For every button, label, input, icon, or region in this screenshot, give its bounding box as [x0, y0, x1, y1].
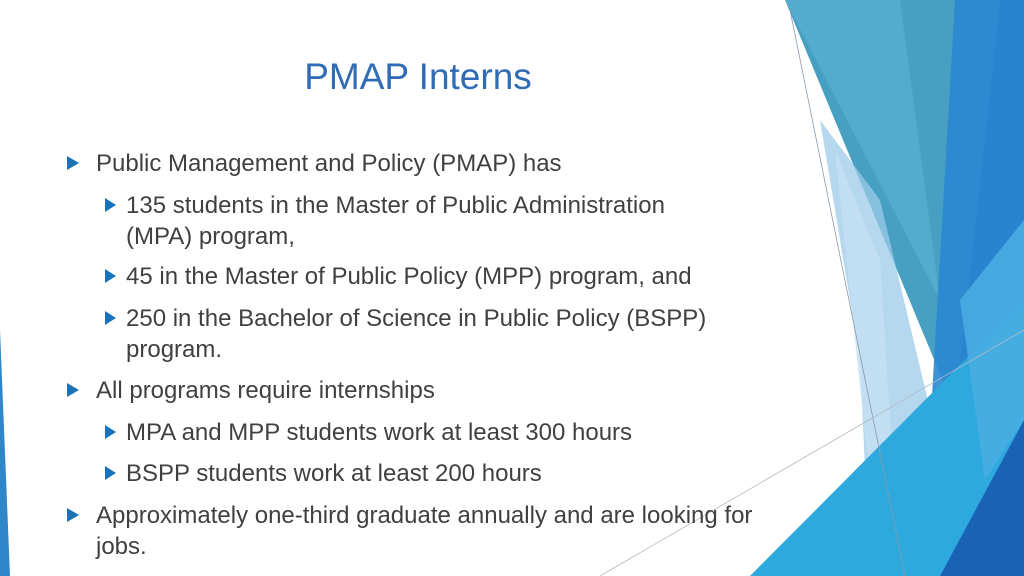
sub-bullet-item: [105, 261, 765, 292]
triangle-right-icon: [105, 466, 116, 480]
sub-bullet-item: [105, 417, 765, 448]
bullet-text: BSPP students work at least 200 hours: [126, 460, 542, 487]
bullet-text: Public Management and Policy (PMAP) has: [96, 150, 562, 177]
deco-shape-left-sliver: [0, 330, 10, 576]
bullet-item: [67, 375, 767, 406]
bullet-text: MPA and MPP students work at least 300 hours: [126, 419, 633, 446]
triangle-right-icon: [105, 425, 116, 439]
bullet-text: Approximately one-third graduate annually and are looking for jobs.: [96, 502, 753, 560]
triangle-right-icon: [105, 311, 116, 325]
slide-title: PMAP Interns: [304, 56, 532, 97]
triangle-right-icon: [105, 198, 116, 212]
bullet-item: [67, 148, 767, 179]
sub-bullet-item: [105, 458, 765, 489]
bullet-text: 45 in the Master of Public Policy (MPP) program, and: [126, 263, 692, 290]
triangle-right-icon: [105, 269, 116, 283]
triangle-right-icon: [67, 508, 79, 522]
bullet-text: 250 in the Bachelor of Science in Public Policy (BSPP) program.: [126, 305, 707, 363]
bullet-item: [67, 500, 767, 562]
triangle-right-icon: [67, 156, 79, 170]
triangle-right-icon: [67, 383, 79, 397]
bullet-text: All programs require internships: [96, 377, 435, 404]
bullet-text: 135 students in the Master of Public Administration (MPA) program,: [126, 192, 665, 250]
sub-bullet-item: [105, 190, 745, 252]
sub-bullet-item: [105, 303, 765, 365]
